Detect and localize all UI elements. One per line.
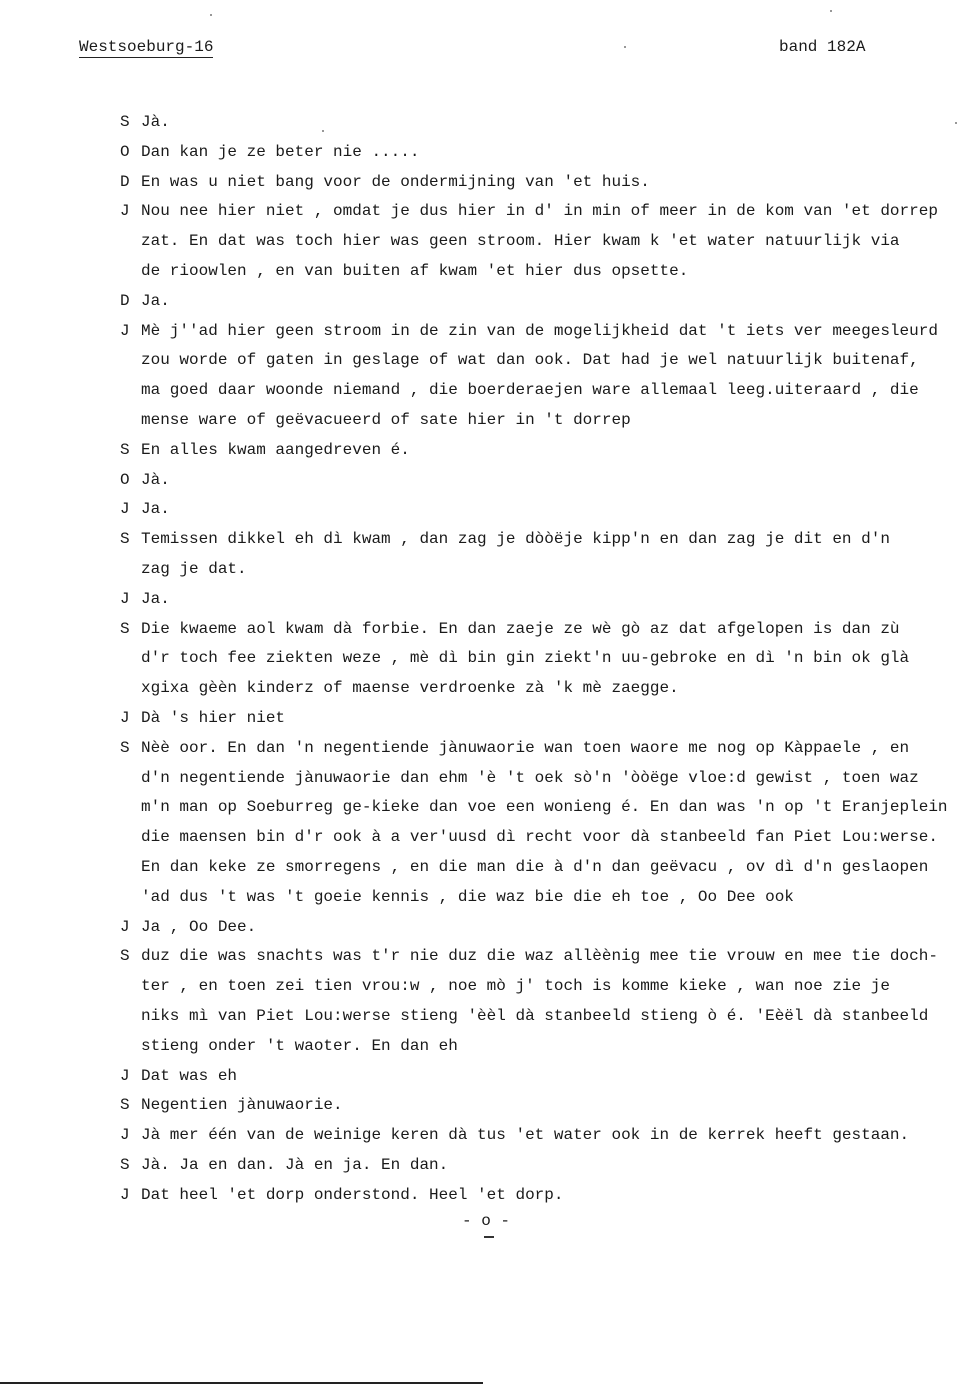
dialogue-turn <box>120 525 976 585</box>
line-text: Jà mer één van de weinige keren dà tus 'et water ook in de kerrek heeft gestaan. <box>141 1126 910 1145</box>
scan-speck <box>830 10 832 12</box>
dialogue-line <box>120 585 976 615</box>
dialogue-turn <box>120 108 976 138</box>
line-text: ter , en toen zei tien vrou:w , noe mò j' toch is komme kieke , wan noe zie je <box>141 977 890 996</box>
dialogue-line <box>120 1002 976 1032</box>
dialogue-turn <box>120 168 976 198</box>
dialogue-line <box>120 525 976 555</box>
speaker-label: J <box>120 917 130 936</box>
dialogue-turn <box>120 1062 976 1092</box>
scan-speck <box>210 14 212 16</box>
dialogue-line <box>120 615 976 645</box>
dialogue-turn <box>120 913 976 943</box>
dialogue-line <box>120 317 976 347</box>
document-code: Westsoeburg-16 <box>79 38 214 56</box>
dialogue-line <box>120 1032 976 1062</box>
line-text: Ja. <box>141 589 170 608</box>
line-text: Ja. <box>141 291 170 310</box>
line-text: zat. En dat was toch hier was geen stroom. Hier kwam k 'et water natuurlijk via <box>141 232 900 251</box>
scan-speck <box>955 122 957 124</box>
dialogue-line <box>120 913 976 943</box>
line-text: m'n man op Soeburreg ge-kieke dan voe een wonieng é. En dan was 'n op 't Eranjeplein <box>141 798 948 817</box>
speaker-label: O <box>120 142 130 161</box>
speaker-label: J <box>120 1066 130 1085</box>
dialogue-line <box>120 138 976 168</box>
line-text: zag je dat. <box>141 559 247 578</box>
dialogue-line <box>120 704 976 734</box>
dialogue-turn <box>120 436 976 466</box>
line-text: Dà 's hier niet <box>141 709 286 727</box>
dialogue-turn <box>120 466 976 496</box>
line-text: ma goed daar woonde niemand , die boerderaejen ware allemaal leeg.uiteraard , die <box>141 381 919 400</box>
speaker-label: S <box>120 1096 130 1115</box>
line-text: mense ware of geëvacueerd of sate hier in 't dorrep <box>141 410 631 429</box>
dialogue-line <box>120 108 976 138</box>
line-text: Nou nee hier niet , omdat je dus hier in d' in min of meer in de kom van 'et dorrep <box>141 202 938 221</box>
dialogue-line <box>120 197 976 227</box>
line-text: 'ad dus 't was 't goeie kennis , die waz bie die eh toe , Oo Dee ook <box>141 887 794 906</box>
dialogue-line <box>120 1062 976 1092</box>
bottom-rule <box>0 1382 483 1384</box>
dialogue-turn <box>120 704 976 734</box>
dialogue-line <box>120 257 976 287</box>
dialogue-turn <box>120 317 976 436</box>
line-text: Mè j''ad hier geen stroom in de zin van de mogelijkheid dat 't iets ver meegesleurd <box>141 321 938 340</box>
dialogue-line <box>120 764 976 794</box>
speaker-label: J <box>120 1185 130 1204</box>
dialogue-line <box>120 555 976 585</box>
line-text: Dat was eh <box>141 1066 238 1085</box>
line-text: de rioowlen , en van buiten af kwam 'et hier dus opsette. <box>141 261 689 280</box>
dialogue-line <box>120 1121 976 1151</box>
line-text: die maensen bin d'r ook à a ver'uusd dì recht voor dà stanbeeld fan Piet Lou:werse. <box>141 828 938 847</box>
line-text: d'r toch fee ziekten weze , mè dì bin gin ziekt'n uu-gebroke en dì 'n bin ok glà <box>141 649 910 668</box>
line-text: Jà. <box>141 113 170 131</box>
dialogue-turn <box>120 615 976 704</box>
dialogue-line <box>120 406 976 436</box>
dialogue-line <box>120 883 976 913</box>
speaker-label: S <box>120 1156 130 1174</box>
speaker-label: S <box>120 530 130 549</box>
dialogue-turn <box>120 197 976 286</box>
dialogue-line <box>120 287 976 317</box>
end-marker: - o - <box>462 1212 511 1230</box>
dialogue-turn <box>120 138 976 168</box>
line-text: zou worde of gaten in geslage of wat dan ook. Dat had je wel natuurlijk buitenaf, <box>141 351 919 370</box>
dialogue-turn <box>120 1121 976 1151</box>
line-text: Ja , Oo Dee. <box>141 917 257 936</box>
dialogue-line <box>120 466 976 496</box>
dialogue-line <box>120 644 976 674</box>
dialogue-line <box>120 972 976 1002</box>
dialogue-turn <box>120 495 976 525</box>
band-number: band 182A <box>779 38 866 56</box>
speaker-label: S <box>120 619 130 638</box>
dialogue-turn <box>120 734 976 913</box>
line-text: Die kwaeme aol kwam dà forbie. En dan zaeje ze wè gò az dat afgelopen is dan zù <box>141 619 900 638</box>
speaker-label: J <box>120 202 130 221</box>
line-text: niks mì van Piet Lou:werse stieng 'èèl dà stanbeeld stieng ò é. 'Eèël dà stanbeeld <box>141 1006 929 1025</box>
speaker-label: J <box>120 589 130 608</box>
dialogue-line <box>120 1151 976 1181</box>
line-text: Negentien jànuwaorie. <box>141 1096 343 1115</box>
dialogue-line <box>120 734 976 764</box>
speaker-label: O <box>120 470 130 489</box>
dialogue-line <box>120 823 976 853</box>
dialogue-line <box>120 168 976 198</box>
line-text: Jà. Ja en dan. Jà en ja. En dan. <box>141 1156 449 1174</box>
dialogue-line <box>120 436 976 466</box>
dialogue-line <box>120 495 976 525</box>
speaker-label: S <box>120 440 130 459</box>
speaker-label: S <box>120 113 130 131</box>
line-text: Dat heel 'et dorp onderstond. Heel 'et dorp. <box>141 1185 564 1204</box>
line-text: Nèè oor. En dan 'n negentiende jànuwaorie wan toen waore me nog op Kàppaele , en <box>141 738 910 757</box>
speaker-label: S <box>120 947 130 966</box>
dialogue-line <box>120 1181 976 1211</box>
speaker-label: J <box>120 321 130 340</box>
dialogue-turn <box>120 1181 976 1211</box>
dialogue-line <box>120 346 976 376</box>
dialogue-line <box>120 793 976 823</box>
dialogue-turn <box>120 1151 976 1181</box>
line-text: En was u niet bang voor de ondermijning van 'et huis. <box>141 172 650 191</box>
line-text: Dan kan je ze beter nie ..... <box>141 142 420 161</box>
line-text: Jà. <box>141 470 170 489</box>
line-text: stieng onder 't waoter. En dan eh <box>141 1036 458 1055</box>
dialogue-line <box>120 942 976 972</box>
speaker-label: J <box>120 709 130 727</box>
line-text: Temissen dikkel eh dì kwam , dan zag je dòòëje kipp'n en dan zag je dit en d'n <box>141 530 890 549</box>
dialogue-turn <box>120 585 976 615</box>
speaker-label: J <box>120 500 130 519</box>
scan-speck <box>322 130 324 132</box>
dialogue-turn <box>120 942 976 1061</box>
line-text: duz die was snachts was t'r nie duz die waz allèènig mee tie vrouw en mee tie doch- <box>141 947 938 966</box>
dialogue-turn <box>120 287 976 317</box>
speaker-label: D <box>120 172 130 191</box>
line-text: Ja. <box>141 500 170 519</box>
line-text: xgixa gèèn kinderz of maense verdroenke zà 'k mè zaegge. <box>141 679 679 698</box>
speaker-label: D <box>120 291 130 310</box>
line-text: En alles kwam aangedreven é. <box>141 440 410 459</box>
line-text: d'n negentiende jànuwaorie dan ehm 'è 't oek sò'n 'òòëge vloe:d gewist , toen waz <box>141 768 919 787</box>
dialogue-line <box>120 376 976 406</box>
speaker-label: J <box>120 1126 130 1145</box>
dialogue-line <box>120 1091 976 1121</box>
end-dash <box>484 1236 494 1238</box>
dialogue-line <box>120 853 976 883</box>
line-text: En dan keke ze smorregens , en die man die à d'n dan geëvacu , ov dì d'n geslaopen <box>141 857 929 876</box>
scan-speck <box>624 46 626 48</box>
speaker-label: S <box>120 738 130 757</box>
dialogue-line <box>120 674 976 704</box>
dialogue-line <box>120 227 976 257</box>
dialogue-turn <box>120 1091 976 1121</box>
